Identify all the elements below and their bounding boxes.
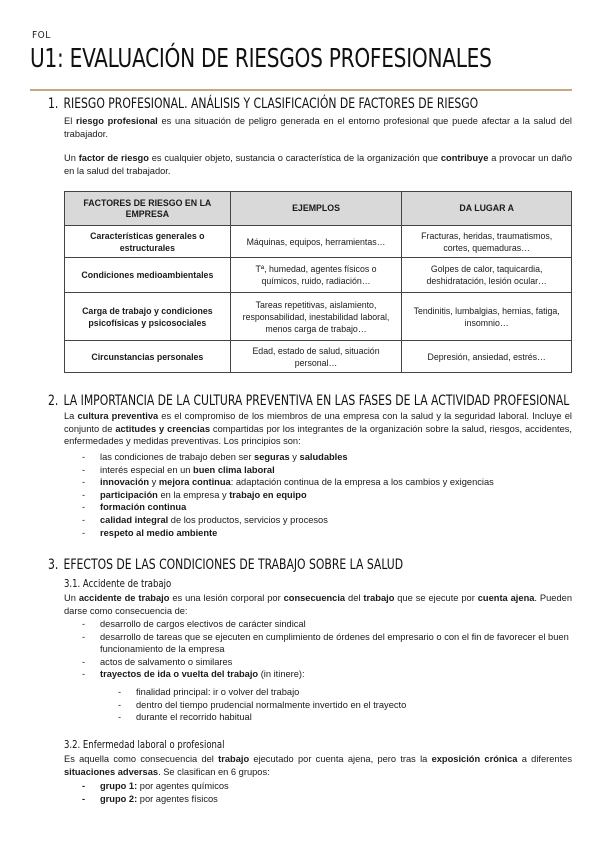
text-run: La [64,411,78,421]
table-cell: Condiciones medioambientales [65,258,231,293]
list-item [82,501,572,514]
bold-text: actitudes y creencias [115,423,211,434]
bold-text: consecuencia [283,593,346,603]
text-run: ejecutado por cuenta ajena, pero tras la [249,754,432,764]
list-item: - finalidad principal: ir o volver del trabajo [118,686,558,699]
table-header: EJEMPLOS [230,192,402,226]
bold-text: cultura preventiva [77,411,159,421]
title-divider [30,89,572,91]
text-run: es cualquier objeto, sustancia o característica de la organización que [148,153,441,163]
text-run: Un [64,153,79,163]
list-item [82,527,572,540]
list-item [82,656,572,669]
table-cell: Golpes de calor, taquicardia, deshidratación, lesión ocular… [402,258,572,293]
text-run: es una lesión corporal por [169,593,284,603]
text-run: por agentes físicos [137,793,218,804]
table-row [65,341,572,373]
text-run: las condiciones de trabajo deben ser [100,452,255,462]
text-run: es el compromiso de los miembros de una empresa con la salud y la seguridad laboral. Incluye el conjunto de [64,411,572,434]
bold-text: contribuye [440,153,489,163]
section-1-title: RIESGO PROFESIONAL. ANÁLISIS Y CLASIFICACIÓN DE FACTORES DE RIESGO [63,96,479,112]
in-itinere-sublist [118,686,558,724]
list-item: - durante el recorrido habitual [118,711,558,724]
text-run: desarrollo de cargos electivos de carácter sindical [100,619,306,629]
bold-text: formación continua [100,502,187,513]
text-run: de los productos, servicios y procesos [168,514,328,525]
list-item [82,780,572,793]
bold-text: respeto al medio ambiente [100,527,218,538]
table-header: DA LUGAR A [402,192,572,226]
text-run: a diferentes [517,754,573,764]
list-item [82,489,572,502]
text-run: Es aquella como consecuencia del [64,754,219,764]
text-run: del [345,593,364,603]
bold-text: saludables [299,452,348,462]
table-cell: Tareas repetitivas, aislamiento, responsabilidad, inestabilidad laboral, menos carga de trabajo… [230,293,402,341]
bold-text: grupo 1: [100,781,138,791]
bold-text: cuenta ajena [477,593,535,603]
section-1-heading: 1. RIESGO PROFESIONAL. ANÁLISIS Y CLASIFICACIÓN DE FACTORES DE RIESGO [48,96,479,112]
text-run: que se ejecute por [394,593,478,603]
subsection-3-1-paragraph [64,592,572,617]
list-item [82,476,572,489]
subsection-3-2-paragraph [64,753,572,778]
table-cell: Tendinitis, lumbalgias, hernias, fatiga, insomnio… [402,293,572,341]
list-item [82,464,572,477]
list-item [82,451,572,464]
section-2-heading: 2. LA IMPORTANCIA DE LA CULTURA PREVENTIVA EN LAS FASES DE LA ACTIVIDAD PROFESIONAL [48,393,570,409]
bold-text: factor de riesgo [78,153,149,163]
principles-list [82,451,572,539]
table-row [65,226,572,258]
bold-text: innovación [100,477,150,488]
bold-text: trabajo [363,593,395,603]
text-run: Un [64,593,79,603]
table-cell: Depresión, ansiedad, estrés… [402,341,572,373]
text-run: y [149,477,159,488]
bold-text: trayectos de ida o vuelta del trabajo [100,669,259,680]
bold-text: accidente de trabajo [78,593,170,603]
bold-text: buen clima laboral [193,464,275,475]
text-run: . Pueden darse como consecuencia de: [64,593,572,616]
section-3-heading: 3. EFECTOS DE LAS CONDICIONES DE TRABAJO SOBRE LA SALUD [48,557,404,573]
list-item [82,793,572,806]
list-item [82,618,572,631]
text-run: interés especial en un [100,464,194,475]
bold-text: grupo 2: [100,793,138,804]
text-run: a provocar un daño en la salud del trabajador. [64,153,573,176]
section-3-title: EFECTOS DE LAS CONDICIONES DE TRABAJO SOBRE LA SALUD [63,557,404,573]
bold-text: participación [100,489,158,500]
text-run: El [64,116,76,126]
text-run: compartidas por los integrantes de la organización sobre la salud, riesgos, accidentes, enfermedades y medidas preventivas. Los principios son: [64,423,573,447]
list-item [82,668,572,681]
bold-text: trabajo en equipo [229,489,307,500]
subsection-3-1-title: 3.1. Accidente de trabajo [64,577,172,590]
disease-groups-list [82,780,572,805]
table-cell: Circunstancias personales [65,341,231,373]
table-cell: Características generales o estructurales [65,226,231,258]
subject-tag: FOL [32,30,51,41]
list-item [82,631,572,656]
section-1-paragraph-2 [64,152,572,177]
bold-text: situaciones adversas [64,766,159,777]
table-cell: Carga de trabajo y condiciones psicofísicas y psicosociales [65,293,231,341]
text-run: y [289,452,300,462]
bold-text: trabajo [218,754,250,764]
table-cell: Edad, estado de salud, situación personal… [230,341,402,373]
bold-text: seguras [254,452,290,462]
page-title: U1: EVALUACIÓN DE RIESGOS PROFESIONALES [30,44,492,74]
accident-causes-list [82,618,572,681]
text-run: en la empresa y [157,489,230,500]
table-cell: Máquinas, equipos, herramientas… [230,226,402,258]
list-item [82,514,572,527]
bold-text: mejora continua [158,477,231,488]
section-2-title: LA IMPORTANCIA DE LA CULTURA PREVENTIVA EN LAS FASES DE LA ACTIVIDAD PROFESIONAL [63,393,570,409]
text-run: actos de salvamento o similares [100,656,233,667]
table-row [65,293,572,341]
text-run: desarrollo de tareas que se ejecuten en cumplimiento de órdenes del empresario o con el fin de favorecer el buen funcionamiento de la empresa [100,631,569,655]
text-run: : adaptación continua de la empresa a los cambios y exigencias [230,477,494,488]
bold-text: riesgo profesional [76,116,158,126]
table-header-row [65,192,572,226]
table-cell: Fracturas, heridas, traumatismos, cortes, quemaduras… [402,226,572,258]
subsection-3-2-title: 3.2. Enfermedad laboral o profesional [64,738,225,751]
section-2-paragraph [64,410,572,448]
bold-text: calidad integral [100,514,169,525]
text-run: es una situación de peligro generada en el entorno profesional que puede afectar a la salud del trabajador. [64,116,572,139]
table-header: FACTORES DE RIESGO EN LA EMPRESA [65,192,231,226]
text-run: (in itinere): [258,669,305,680]
bold-text: exposición crónica [431,754,518,764]
text-run: por agentes químicos [137,781,229,791]
text-run: . Se clasifican en 6 grupos: [158,766,270,777]
list-item: - dentro del tiempo prudencial normalmente invertido en el trayecto [118,699,558,712]
section-1-paragraph-1 [64,115,572,140]
table-row [65,258,572,293]
table-cell: Tª, humedad, agentes físicos o químicos, ruido, radiación… [230,258,402,293]
risk-factors-table [64,191,572,373]
